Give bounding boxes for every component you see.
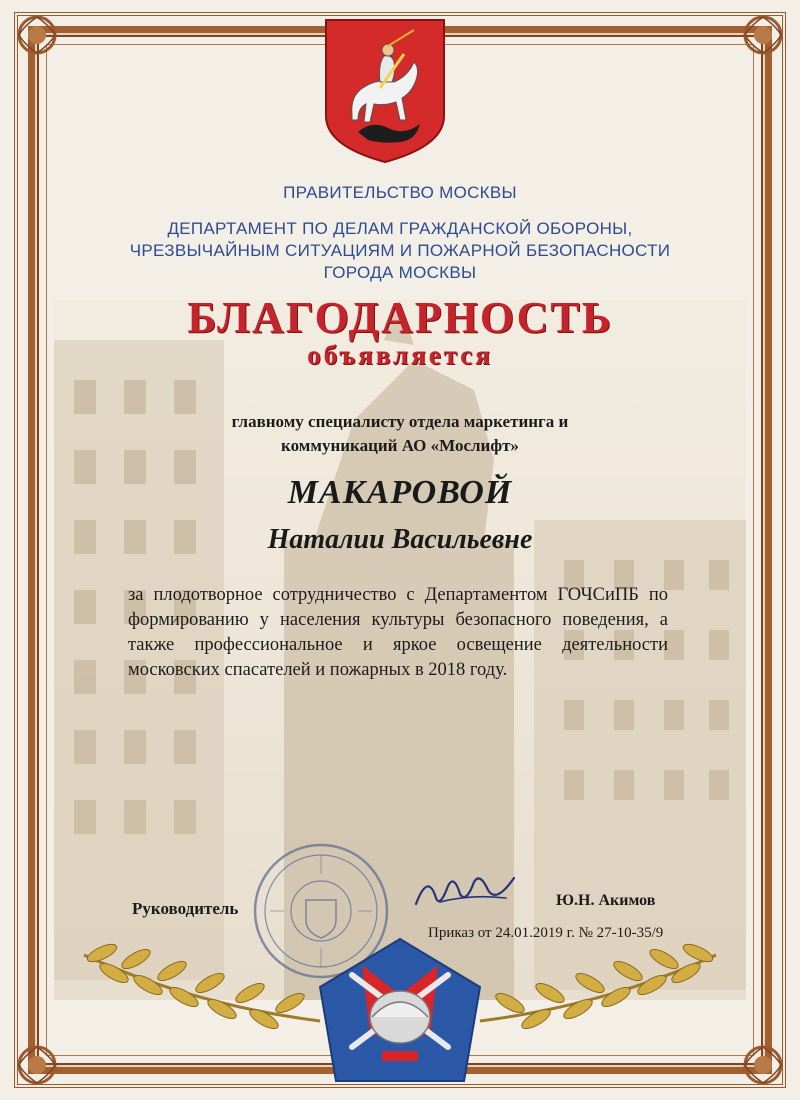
position-line: главному специалисту отдела маркетинга и: [231, 412, 569, 431]
order-reference: Приказ от 24.01.2019 г. № 27-10-35/9: [428, 925, 664, 941]
signer-name: Ю.Н. Акимов: [556, 892, 656, 909]
corner-ornament-icon: [736, 8, 790, 62]
recipient-given-names: Наталии Васильевне: [267, 524, 533, 555]
recipient-surname: МАКАРОВОЙ: [287, 474, 513, 511]
handwritten-signature: [410, 864, 520, 914]
signer-role: Руководитель: [132, 899, 239, 918]
laurel-branch-icon: [476, 935, 726, 1045]
corner-ornament-icon: [10, 8, 64, 62]
fire-rescue-emblem-icon: [312, 935, 488, 1085]
department-title: [0, 218, 800, 284]
position-line: коммуникаций АО «Мослифт»: [281, 436, 519, 455]
corner-ornament-icon: [736, 1038, 790, 1092]
government-title: ПРАВИТЕЛЬСТВО МОСКВЫ: [283, 183, 517, 202]
certificate-subtitle: объявляется: [307, 340, 493, 370]
moscow-coat-of-arms-icon: [322, 16, 448, 166]
recipient-position: [0, 410, 800, 458]
corner-ornament-icon: [10, 1038, 64, 1092]
department-line: ДЕПАРТАМЕНТ ПО ДЕЛАМ ГРАЖДАНСКОЙ ОБОРОНЫ,: [167, 219, 633, 238]
certificate-title: БЛАГОДАРНОСТЬ: [187, 293, 613, 342]
department-line: ГОРОДА МОСКВЫ: [323, 263, 477, 282]
citation-text: за плодотворное сотрудничество с Департаментом ГОЧСиПБ по формированию у населения культуры безопасного поведения, а также профессиональное и яркое освещение деятельности московских спасателей и пожарных в 2018 году.: [128, 585, 668, 680]
laurel-branch-icon: [74, 935, 324, 1045]
department-line: ЧРЕЗВЫЧАЙНЫМ СИТУАЦИЯМ И ПОЖАРНОЙ БЕЗОПАСНОСТИ: [129, 241, 671, 260]
